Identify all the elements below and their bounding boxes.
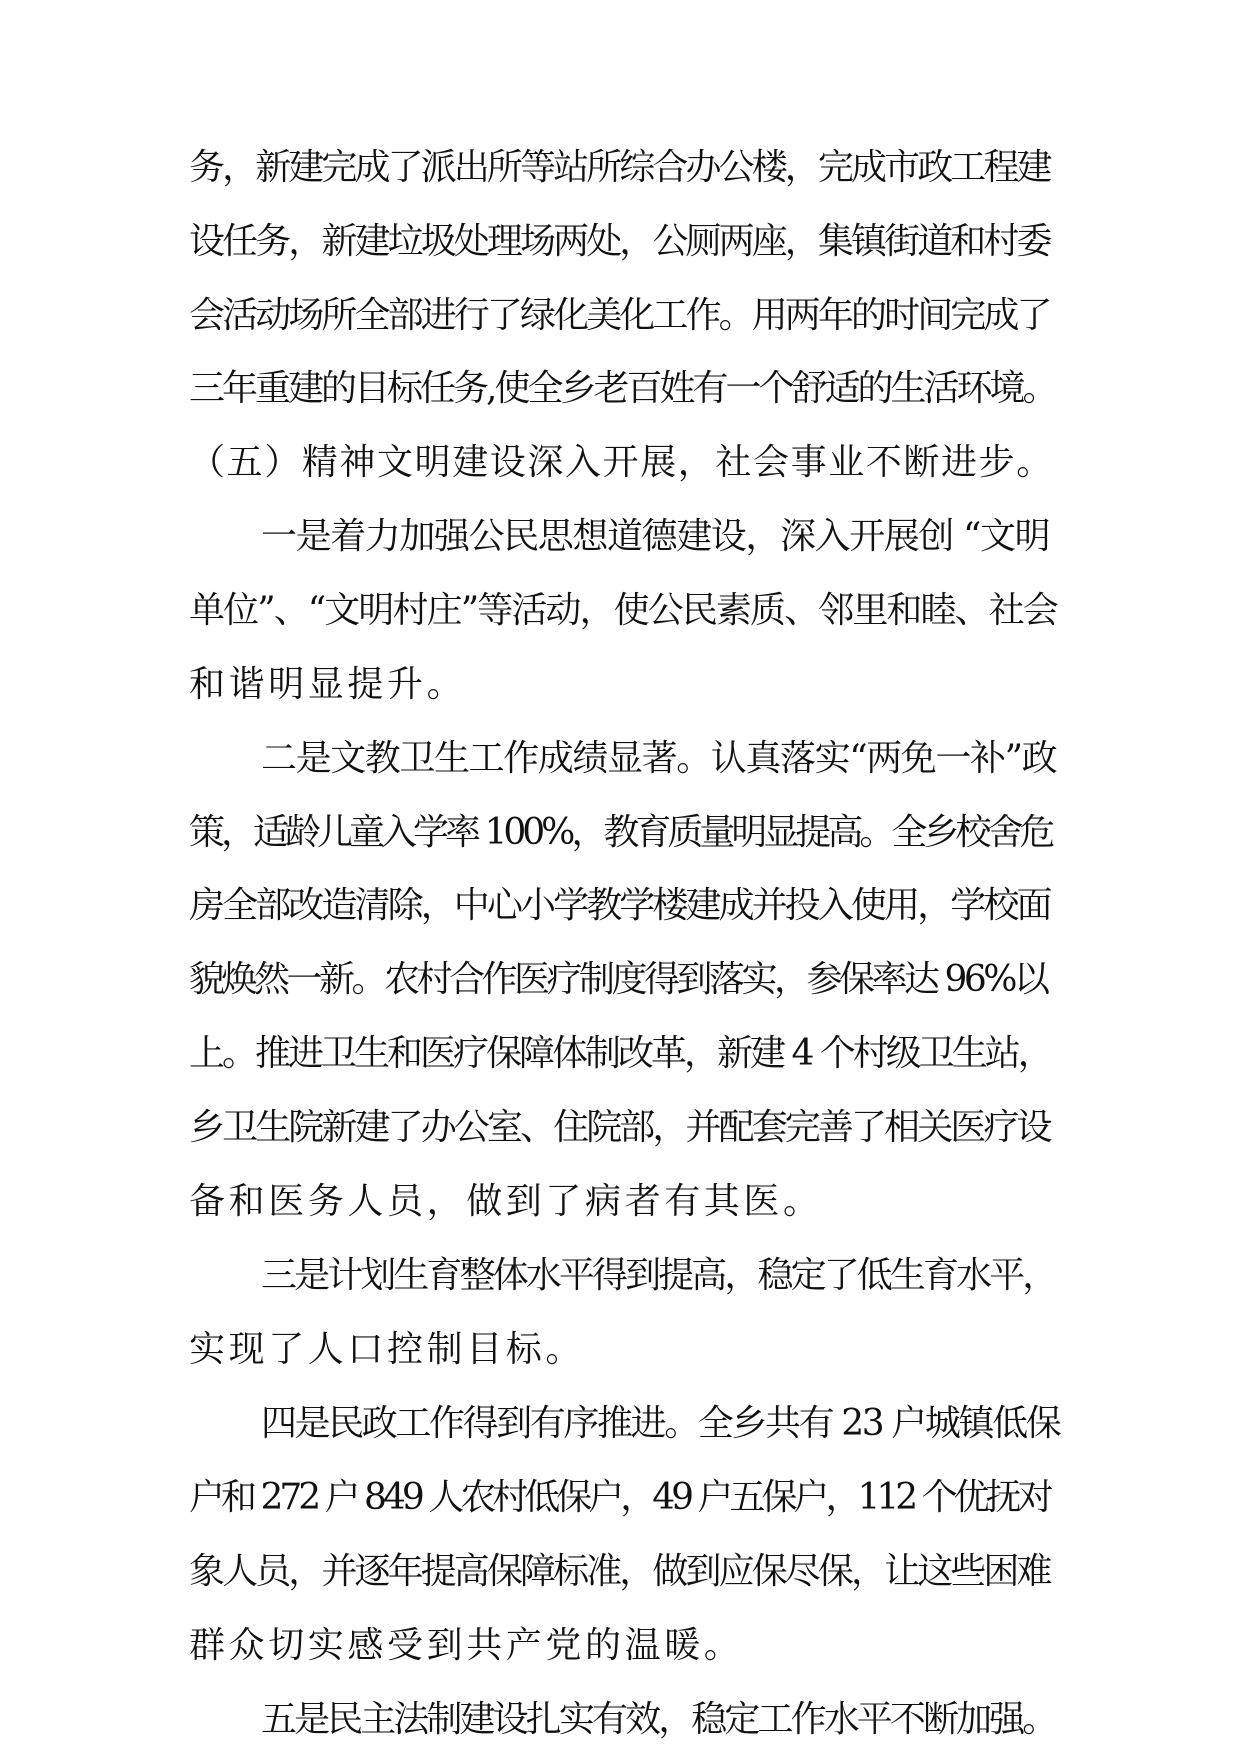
text-line: 设任务，新建垃圾处理场两处，公厕两座，集镇街道和村委	[189, 221, 1050, 262]
section-heading: （五）精神文明建设深入开展，社会事业不断进步。	[189, 442, 1054, 483]
text-line: 群众切实感受到共产党的温暖。	[189, 1625, 744, 1666]
text-line: 房全部改造清除，中心小学教学楼建成并投入使用，学校面	[189, 885, 1050, 926]
text-line: 务，新建完成了派出所等站所综合办公楼，完成市政工程建	[189, 147, 1050, 188]
paragraph-first-line: 二是文教卫生工作成绩显著。认真落实“两免一补”政	[261, 738, 1057, 779]
text-line: 和谐明显提升。	[189, 664, 467, 705]
paragraph-first-line: 四是民政工作得到有序推进。全乡共有 23 户城镇低保	[261, 1403, 1060, 1444]
text-line: 会活动场所全部进行了绿化美化工作。用两年的时间完成了	[189, 295, 1050, 336]
text-line: 上。推进卫生和医疗保障体制改革，新建 4 个村级卫生站，	[189, 1033, 1051, 1074]
text-line: 备和医务人员，做到了病者有其医。	[189, 1181, 823, 1222]
text-line: 实现了人口控制目标。	[189, 1329, 586, 1370]
text-line: 单位”、“文明村庄”等活动，使公民素质、邻里和睦、社会	[189, 590, 1057, 631]
text-line: 乡卫生院新建了办公室、住院部，并配套完善了相关医疗设	[189, 1107, 1050, 1148]
text-line: 三年重建的目标任务,使全乡老百姓有一个舒适的生活环境。	[189, 368, 1056, 409]
text-line: 貌焕然一新。农村合作医疗制度得到落实，参保率达 96%以	[189, 959, 1047, 1000]
paragraph-first-line: 三是计划生育整体水平得到提高，稳定了低生育水平，	[261, 1255, 1056, 1296]
text-line: 象人员，并逐年提高保障标准，做到应保尽保，让这些困难	[189, 1551, 1050, 1592]
text-line: 户和 272 户 849 人农村低保户，49 户五保户，112 个优抚对	[189, 1477, 1050, 1518]
paragraph-first-line: 一是着力加强公民思想道德建设，深入开展创 “文明	[261, 516, 1050, 557]
text-line: 策，适龄儿童入学率 100%，教育质量明显提高。全乡校舍危	[189, 812, 1052, 853]
paragraph-first-line: 五是民主法制建设扎实有效，稳定工作水平不断加强。	[261, 1699, 1056, 1740]
